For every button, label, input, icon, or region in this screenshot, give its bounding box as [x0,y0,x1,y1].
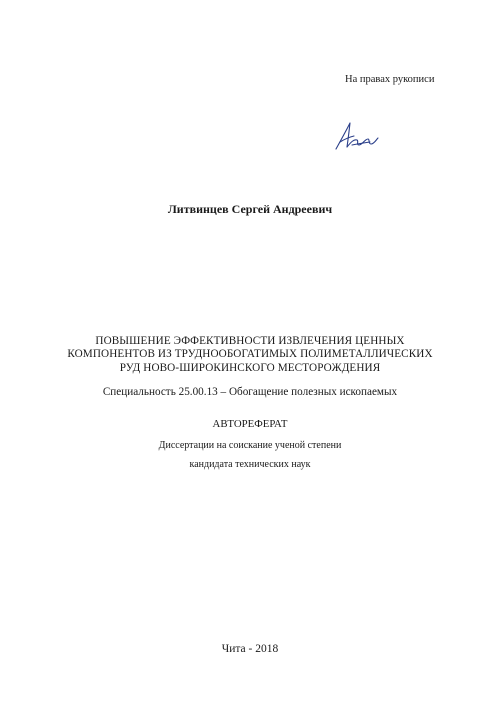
dissertation-title [0,335,500,375]
degree-line: кандидата технических наук [189,459,311,470]
author-name: Литвинцев Сергей Андреевич [167,202,333,216]
title-line-2: КОМПОНЕНТОВ ИЗ ТРУДНООБОГАТИМЫХ ПОЛИМЕТАЛЛИЧЕСКИХ [67,348,433,361]
specialty-line: Специальность 25.00.13 – Обогащение полезных ископаемых [102,386,398,398]
manuscript-rights-note: На правах рукописи [345,74,435,85]
dissertation-line: Диссертации на соискание ученой степени [158,440,342,451]
title-line-3: РУД НОВО-ШИРОКИНСКОГО МЕСТОРОЖДЕНИЯ [119,361,381,374]
author-signature [330,118,380,154]
document-type: АВТОРЕФЕРАТ [212,418,288,430]
title-line-1: ПОВЫШЕНИЕ ЭФФЕКТИВНОСТИ ИЗВЛЕЧЕНИЯ ЦЕННЫХ [95,335,405,347]
city-year: Чита - 2018 [221,643,279,655]
